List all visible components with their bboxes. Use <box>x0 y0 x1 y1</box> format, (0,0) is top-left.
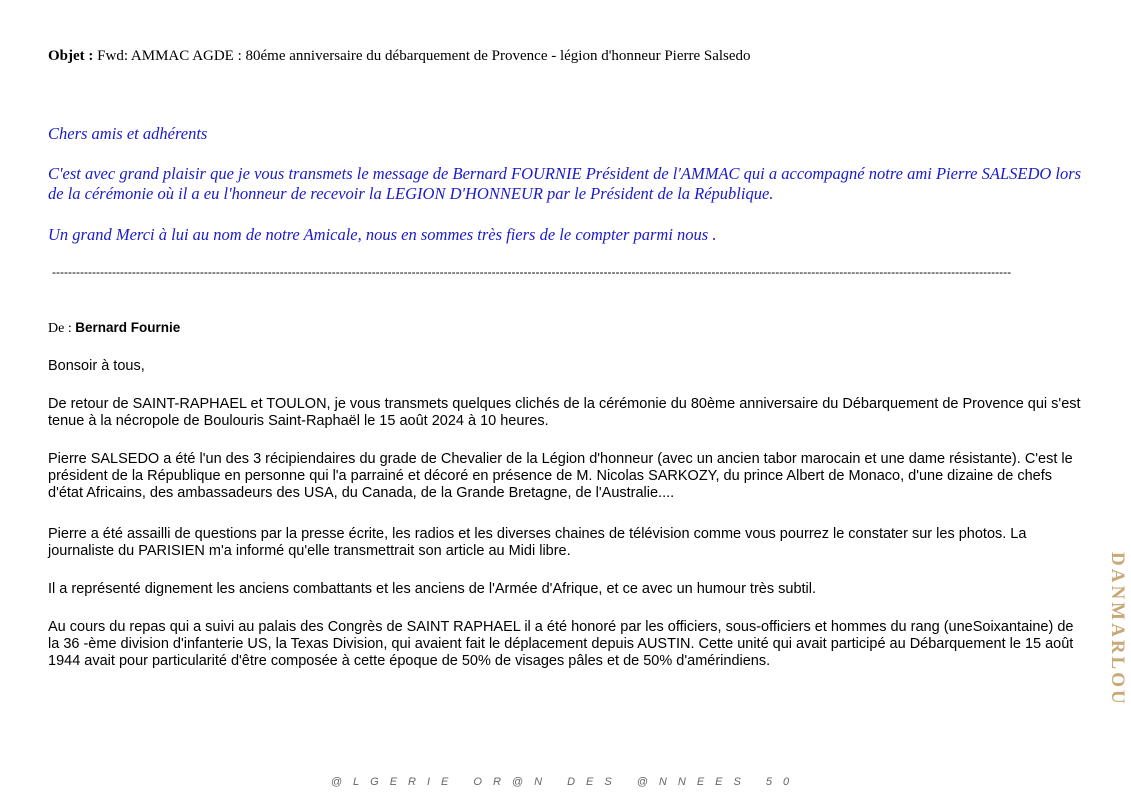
paragraph-decoration: Pierre SALSEDO a été l'un des 3 récipiendaires du grade de Chevalier de la Légion d'honneur (avec un ancien tabor marocain et une dame résistante). C'est le président de la République en personne qui l'a parrainé et décoré en présence de M. Nicolas SARKOZY, du prince Albert de Monaco, d'une dizaine de chefs d'état Africains, des ambassadeurs des USA, du Canada, de la Grande Bretagne, de l'Australie.... <box>48 451 1073 501</box>
sender-label: De : <box>48 321 76 336</box>
intro-message: C'est avec grand plaisir que je vous transmets le message de Bernard FOURNIE Président de l'AMMAC qui a accompagné notre ami Pierre SALSEDO lors de la cérémonie où il a eu l'honneur de recevoir la LEGION D'HONNEUR par le Président de la République. <box>48 164 1082 203</box>
greeting-text: Chers amis et adhérents <box>48 124 208 143</box>
page-footer: @LGERIE OR@N DES @NNEES 50 <box>330 776 801 788</box>
salutation: Bonsoir à tous, <box>48 358 145 374</box>
dashed-divider: ------------------------------------------------------------------------------------------------------------------------------------------------------------------------------------------------------------------------------------------------ <box>52 265 1012 279</box>
paragraph-representation: Il a représenté dignement les anciens combattants et les anciens de l'Armée d'Afrique, et ce avec un humour très subtil. <box>48 581 817 597</box>
sender-line <box>48 320 180 337</box>
email-subject <box>48 48 751 65</box>
paragraph-reception: Au cours du repas qui a suivi au palais des Congrès de SAINT RAPHAEL il a été honoré par les officiers, sous-officiers et hommes du rang (uneSoixantaine) de la 36 -ème division d'infanterie US, la Texas Division, qui avaient fait le déplacement depuis AUSTIN. Cette unité qui avait participé au Débarquement le 15 août 1944 avait pour particularité d'être composée à cette époque de 50% de visages pâles et de 50% d'amérindiens. <box>48 619 1074 669</box>
subject-label: Objet : <box>48 48 94 64</box>
sender-name: Bernard Fournie <box>75 320 181 335</box>
thanks-message: Un grand Merci à lui au nom de notre Amicale, nous en sommes très fiers de le compter parmi nous . <box>48 225 717 244</box>
subject-text: Fwd: AMMAC AGDE : 80éme anniversaire du débarquement de Provence - légion d'honneur Pierre Salsedo <box>93 48 751 64</box>
watermark-text: DANMARLOU <box>1107 552 1128 707</box>
paragraph-press: Pierre a été assailli de questions par la presse écrite, les radios et les diverses chaines de télévision comme vous pourrez le constater sur les photos. La journaliste du PARISIEN m'a informé qu'elle transmettrait son article au Midi libre. <box>48 526 1027 559</box>
paragraph-return: De retour de SAINT-RAPHAEL et TOULON, je vous transmets quelques clichés de la cérémonie du 80ème anniversaire du Débarquement de Provence qui s'est tenue à la nécropole de Boulouris Saint-Raphaël le 15 août 2024 à 10 heures. <box>48 396 1081 429</box>
